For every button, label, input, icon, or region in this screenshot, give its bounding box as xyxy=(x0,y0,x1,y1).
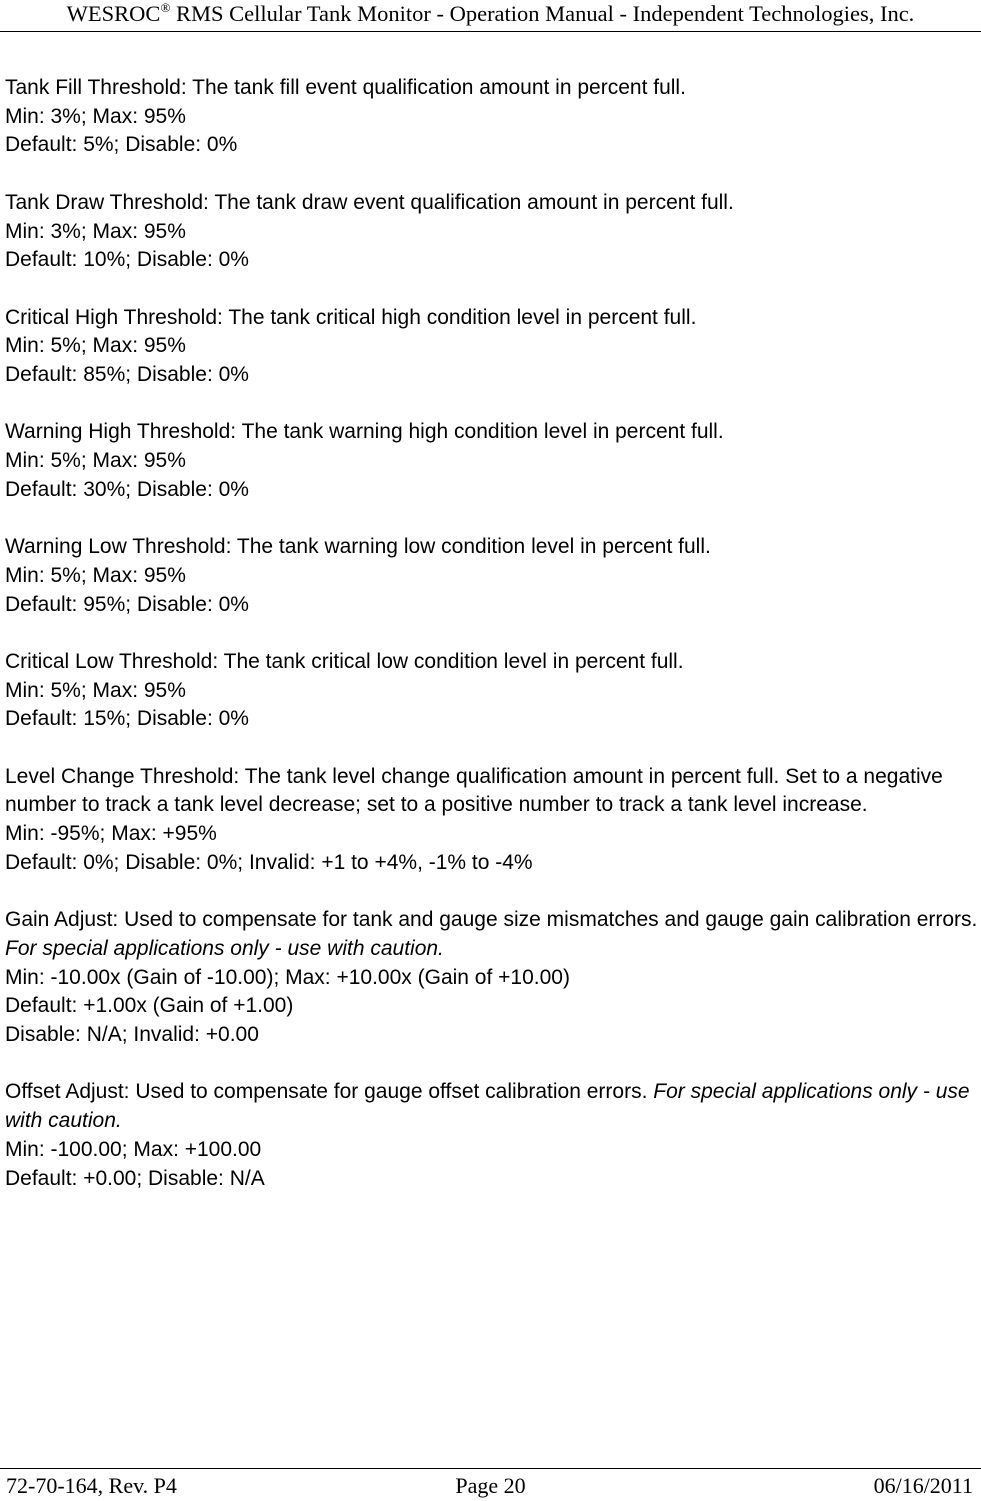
page-number: Page 20 xyxy=(455,1473,526,1498)
description-text: Offset Adjust: Used to compensate for gauge offset calibration errors. xyxy=(5,1080,654,1104)
header-brand: WESROC xyxy=(66,1,161,26)
parameter-range-line: Default: 15%; Disable: 0% xyxy=(5,707,249,731)
parameter-range-line: Default: 0%; Disable: 0%; Invalid: +1 to +4%, -1% to -4% xyxy=(5,850,533,874)
parameter-section xyxy=(5,906,981,1050)
document-date: 06/16/2011 xyxy=(873,1473,973,1498)
parameter-description xyxy=(5,648,981,677)
parameter-range-line: Default: 5%; Disable: 0% xyxy=(5,133,238,157)
parameter-range-line: Default: +1.00x (Gain of +1.00) xyxy=(5,994,294,1018)
document-body xyxy=(5,74,981,1222)
parameter-description xyxy=(5,189,981,218)
parameter-range-line: Default: 95%; Disable: 0% xyxy=(5,592,249,616)
page-header xyxy=(0,0,981,32)
parameter-range-line: Min: 5%; Max: 95% xyxy=(5,678,186,702)
description-text: Warning High Threshold: The tank warning high condition level in percent full. xyxy=(5,420,724,444)
parameter-description xyxy=(5,74,981,103)
caution-note: For special applications only - use with caution. xyxy=(5,1080,970,1133)
parameter-range-line: Min: 3%; Max: 95% xyxy=(5,219,186,243)
parameter-range-line: Default: 30%; Disable: 0% xyxy=(5,477,249,501)
description-text: Critical High Threshold: The tank critical high condition level in percent full. xyxy=(5,305,697,329)
description-text: Tank Draw Threshold: The tank draw event qualification amount in percent full. xyxy=(5,190,734,214)
parameter-range-line: Min: 5%; Max: 95% xyxy=(5,334,186,358)
parameter-range-line: Disable: N/A; Invalid: +0.00 xyxy=(5,1023,259,1047)
document-number: 72-70-164, Rev. P4 xyxy=(6,1473,177,1498)
description-text: Critical Low Threshold: The tank critical low condition level in percent full. xyxy=(5,649,684,673)
parameter-range-line: Min: -10.00x (Gain of -10.00); Max: +10.00x (Gain of +10.00) xyxy=(5,965,570,989)
parameter-section xyxy=(5,74,981,160)
parameter-section xyxy=(5,533,981,619)
parameter-description xyxy=(5,304,981,333)
parameter-description xyxy=(5,418,981,447)
parameter-description xyxy=(5,1078,981,1135)
parameter-section xyxy=(5,648,981,734)
parameter-range-line: Min: 3%; Max: 95% xyxy=(5,104,186,128)
parameter-section xyxy=(5,418,981,504)
parameter-range-line: Min: -100.00; Max: +100.00 xyxy=(5,1137,262,1161)
description-text: Level Change Threshold: The tank level change qualification amount in percent full. Set to a negative number to track a tank level decrease; set to a positive number to track a tank level increase. xyxy=(5,764,943,817)
page-footer xyxy=(0,1468,981,1501)
parameter-section xyxy=(5,304,981,390)
parameter-range-line: Min: 5%; Max: 95% xyxy=(5,449,186,473)
registered-mark: ® xyxy=(160,0,171,15)
parameter-description xyxy=(5,906,981,963)
parameter-description xyxy=(5,763,981,820)
parameter-range-line: Default: 85%; Disable: 0% xyxy=(5,363,249,386)
parameter-section xyxy=(5,189,981,275)
description-text: Gain Adjust: Used to compensate for tank and gauge size mismatches and gauge gain calibration errors. xyxy=(5,908,978,932)
header-title: RMS Cellular Tank Monitor - Operation Manual - Independent Technologies, Inc. xyxy=(170,1,915,26)
parameter-section xyxy=(5,763,981,878)
description-text: Tank Fill Threshold: The tank fill event qualification amount in percent full. xyxy=(5,76,686,99)
parameter-range-line: Default: +0.00; Disable: N/A xyxy=(5,1166,265,1190)
caution-note: For special applications only - use with caution. xyxy=(5,936,444,960)
parameter-section xyxy=(5,1078,981,1193)
parameter-range-line: Min: -95%; Max: +95% xyxy=(5,822,217,846)
parameter-range-line: Default: 10%; Disable: 0% xyxy=(5,248,249,272)
parameter-range-line: Min: 5%; Max: 95% xyxy=(5,563,186,587)
description-text: Warning Low Threshold: The tank warning low condition level in percent full. xyxy=(5,535,711,559)
parameter-description xyxy=(5,533,981,562)
